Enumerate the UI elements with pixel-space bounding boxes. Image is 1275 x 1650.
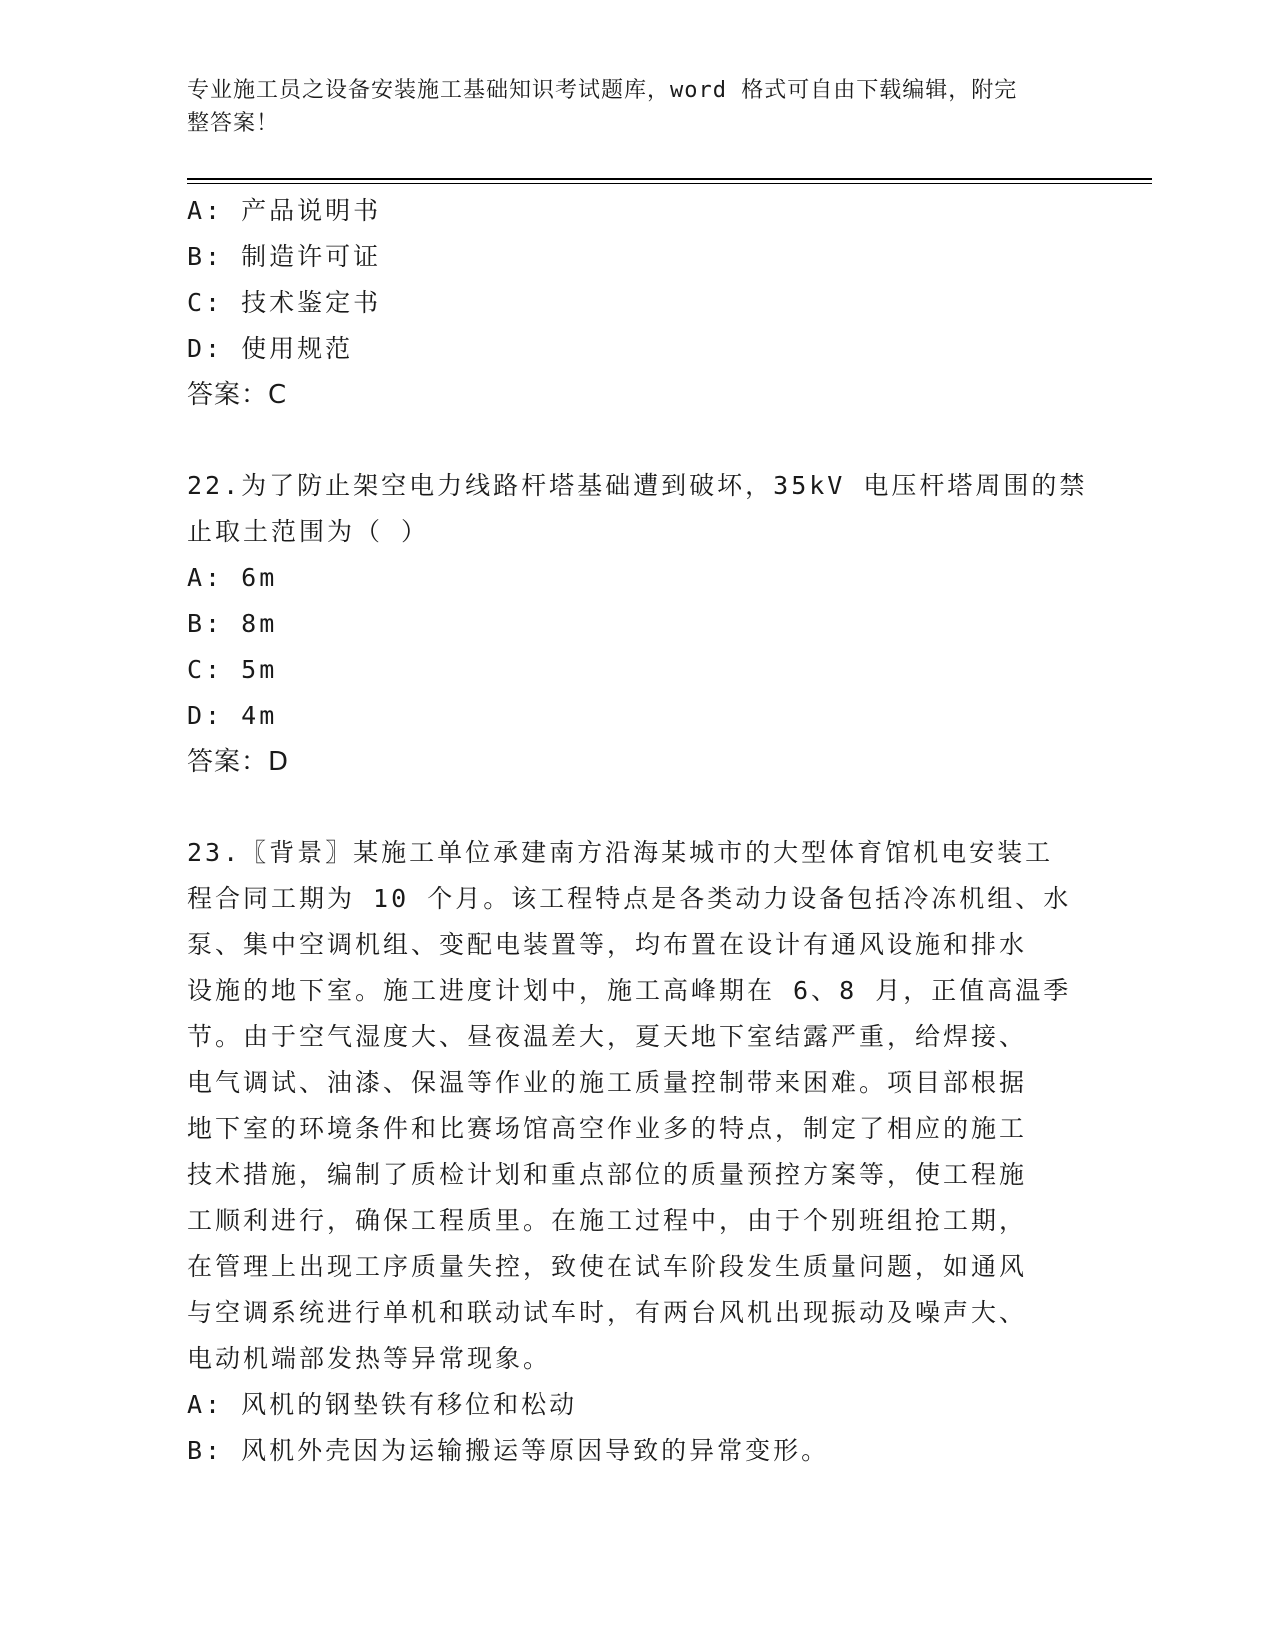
question-stem-line: 止取土范围为（ ） bbox=[187, 517, 430, 546]
question-stem-line: 节。由于空气湿度大、昼夜温差大，夏天地下室结露严重，给焊接、 bbox=[187, 1022, 1028, 1051]
header-line-2: 整答案！ bbox=[187, 111, 280, 136]
question-stem-line: 电气调试、油漆、保温等作业的施工质量控制带来困难。项目部根据 bbox=[187, 1068, 1028, 1097]
option-d: D: 4m bbox=[187, 701, 278, 730]
question-stem-line: 22.为了防止架空电力线路杆塔基础遭到破坏，35kV 电压杆塔周围的禁 bbox=[187, 471, 1088, 500]
answer: 答案：C bbox=[187, 380, 288, 410]
question-23 bbox=[187, 830, 1087, 1474]
question-stem-line: 泵、集中空调机组、变配电装置等，均布置在设计有通风设施和排水 bbox=[187, 930, 1028, 959]
option-a: A: 产品说明书 bbox=[187, 196, 382, 225]
question-stem-line: 程合同工期为 10 个月。该工程特点是各类动力设备包括冷冻机组、水 bbox=[187, 884, 1072, 913]
question-21 bbox=[187, 188, 1087, 418]
spacer bbox=[187, 785, 1087, 830]
option-b: B: 风机外壳因为运输搬运等原因导致的异常变形。 bbox=[187, 1436, 830, 1465]
option-c: C: 5m bbox=[187, 655, 278, 684]
question-stem-line: 电动机端部发热等异常现象。 bbox=[187, 1344, 552, 1373]
question-stem-line: 地下室的环境条件和比赛场馆高空作业多的特点，制定了相应的施工 bbox=[187, 1114, 1028, 1143]
question-stem-line: 工顺利进行，确保工程质里。在施工过程中，由于个别班组抢工期， bbox=[187, 1206, 1028, 1235]
question-stem-line: 23.〖背景〗某施工单位承建南方沿海某城市的大型体育馆机电安装工 bbox=[187, 838, 1054, 867]
page-header bbox=[187, 74, 1067, 140]
question-stem-line: 技术措施，编制了质检计划和重点部位的质量预控方案等，使工程施 bbox=[187, 1160, 1028, 1189]
question-stem-line: 在管理上出现工序质量失控，致使在试车阶段发生质量问题，如通风 bbox=[187, 1252, 1028, 1281]
option-a: A: 风机的钢垫铁有移位和松动 bbox=[187, 1390, 578, 1419]
option-b: B: 制造许可证 bbox=[187, 242, 382, 271]
answer: 答案：D bbox=[187, 747, 290, 777]
spacer bbox=[187, 418, 1087, 463]
option-c: C: 技术鉴定书 bbox=[187, 288, 382, 317]
question-22 bbox=[187, 463, 1087, 785]
option-b: B: 8m bbox=[187, 609, 278, 638]
header-divider-thick bbox=[187, 178, 1152, 180]
header-divider-thin bbox=[187, 183, 1152, 184]
header-line-1: 专业施工员之设备安装施工基础知识考试题库，word 格式可自由下载编辑，附完 bbox=[187, 78, 1018, 103]
document-body bbox=[187, 188, 1087, 1474]
question-stem-line: 设施的地下室。施工进度计划中，施工高峰期在 6、8 月，正值高温季 bbox=[187, 976, 1072, 1005]
option-d: D: 使用规范 bbox=[187, 334, 354, 363]
option-a: A: 6m bbox=[187, 563, 278, 592]
question-stem-line: 与空调系统进行单机和联动试车时，有两台风机出现振动及噪声大、 bbox=[187, 1298, 1028, 1327]
